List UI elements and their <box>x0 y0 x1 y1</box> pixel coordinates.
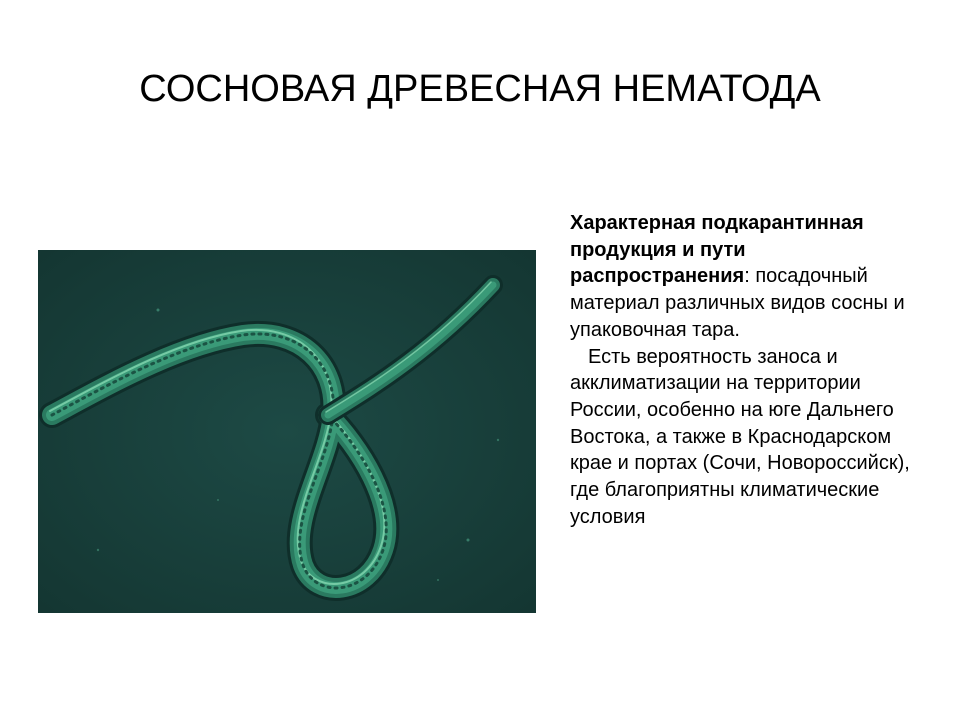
description-body-1: посадочный материал различных видов сосны и упаковочная тара. <box>570 265 905 341</box>
description-text <box>570 210 920 530</box>
description-heading: Характерная подкарантинная продукция и пути распространения <box>570 212 864 288</box>
slide-title: СОСНОВАЯ ДРЕВЕСНАЯ НЕМАТОДА <box>139 68 821 110</box>
description-paragraph-2: Есть вероятность заноса и акклиматизации на территории России, особенно на юге Дальнего Востока, а также в Краснодарском крае и портах (Сочи, Новороссийск), где благоприятны климатические условия <box>570 345 910 528</box>
nematode-micrograph <box>38 250 536 613</box>
description-heading-colon: : <box>744 265 750 288</box>
description-paragraph-1 <box>570 210 920 344</box>
nematode-illustration <box>38 250 536 613</box>
